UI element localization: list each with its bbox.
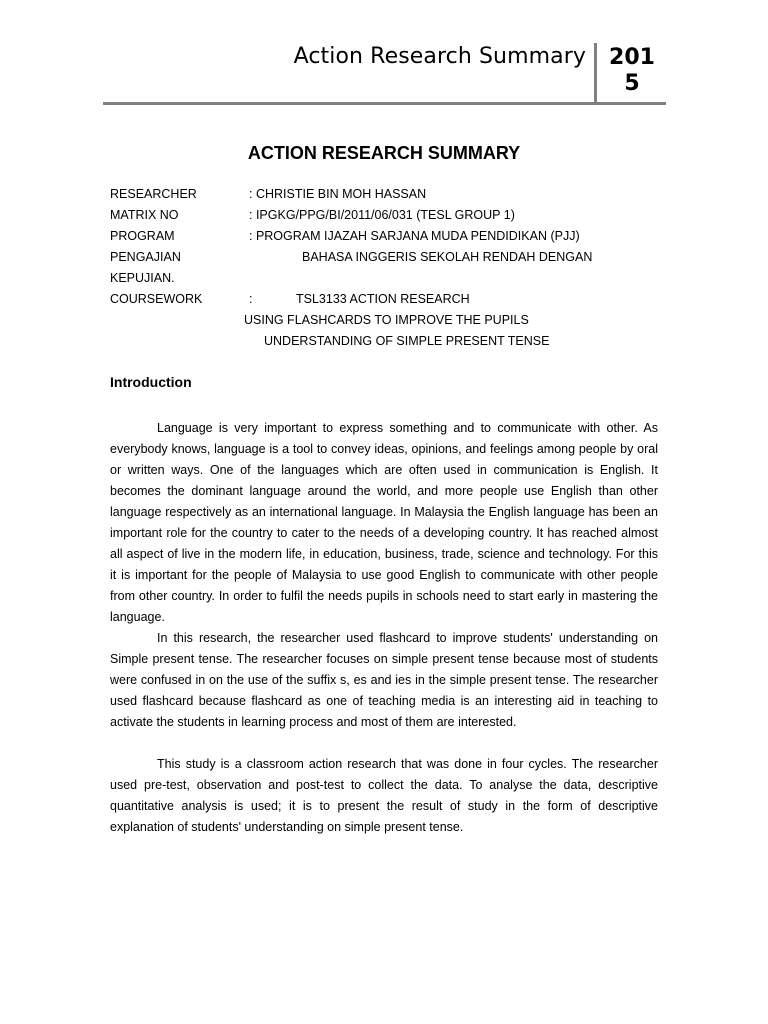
researcher-label: RESEARCHER <box>110 187 197 201</box>
info-row-matrix <box>110 205 670 226</box>
info-row-coursework <box>110 289 670 310</box>
pengajian-label: PENGAJIAN <box>110 250 181 264</box>
header-year: 2015 <box>609 45 655 96</box>
info-row-researcher <box>110 184 670 205</box>
info-row-kepujian <box>110 268 670 289</box>
header-divider-horizontal <box>103 102 666 105</box>
topic-line-2: UNDERSTANDING OF SIMPLE PRESENT TENSE <box>264 334 550 348</box>
info-row-topic-1 <box>110 310 670 331</box>
paragraph-2: In this research, the researcher used flashcard to improve students' understanding on Simple present tense. The researcher focuses on simple present tense because most of students were confused in on the use of the suffix s, es and ies in the simple present tense. The researcher used flashcard because flashcard as one of teaching media is an interesting aid in teaching to activate the students in learning process and most of them are interested. <box>110 631 658 729</box>
header-divider-vertical <box>594 43 597 103</box>
program-value: : PROGRAM IJAZAH SARJANA MUDA PENDIDIKAN (PJJ) <box>249 229 580 243</box>
coursework-label: COURSEWORK <box>110 292 203 306</box>
coursework-value: TSL3133 ACTION RESEARCH <box>296 292 470 306</box>
paragraph-1: Language is very important to express something and to communicate with other. As everybody knows, language is a tool to convey ideas, opinions, and feelings among people by oral or written ways. One of the languages which are often used in communication is English. It becomes the dominant language around the world, and more people use English than other language respectively as an international language. In Malaysia the English language has been an important role for the country to cater to the needs of a developing country. It has reached almost all aspect of live in the modern life, in education, business, trade, science and technology. For this it is important for the people of Malaysia to use good English to communicate with other people from other country. In order to fulfil the needs pupils in schools need to start early in mastering the language. <box>110 421 658 624</box>
matrix-label: MATRIX NO <box>110 208 179 222</box>
info-row-pengajian <box>110 247 670 268</box>
document-title <box>0 143 768 164</box>
info-row-program <box>110 226 670 247</box>
info-row-topic-2 <box>110 331 670 352</box>
coursework-colon: : <box>249 292 253 306</box>
researcher-value: : CHRISTIE BIN MOH HASSAN <box>249 187 427 201</box>
document-title-text: ACTION RESEARCH SUMMARY <box>247 143 521 163</box>
kepujian-text: KEPUJIAN. <box>110 271 175 285</box>
program-label: PROGRAM <box>110 229 175 243</box>
introduction-body <box>110 418 658 838</box>
paragraph-3: This study is a classroom action research that was done in four cycles. The researcher used pre-test, observation and post-test to collect the data. To analyse the data, descriptive quantitative analysis is used; it is to present the result of study in the form of descriptive explanation of students' understanding on simple present tense. <box>110 757 658 834</box>
header-title: Action Research Summary <box>293 44 586 69</box>
section-heading-introduction: Introduction <box>110 374 192 390</box>
matrix-value: : IPGKG/PPG/BI/2011/06/031 (TESL GROUP 1) <box>249 208 515 222</box>
info-block <box>110 184 670 352</box>
pengajian-value: BAHASA INGGERIS SEKOLAH RENDAH DENGAN <box>302 250 593 264</box>
topic-line-1: USING FLASHCARDS TO IMPROVE THE PUPILS <box>244 313 529 327</box>
